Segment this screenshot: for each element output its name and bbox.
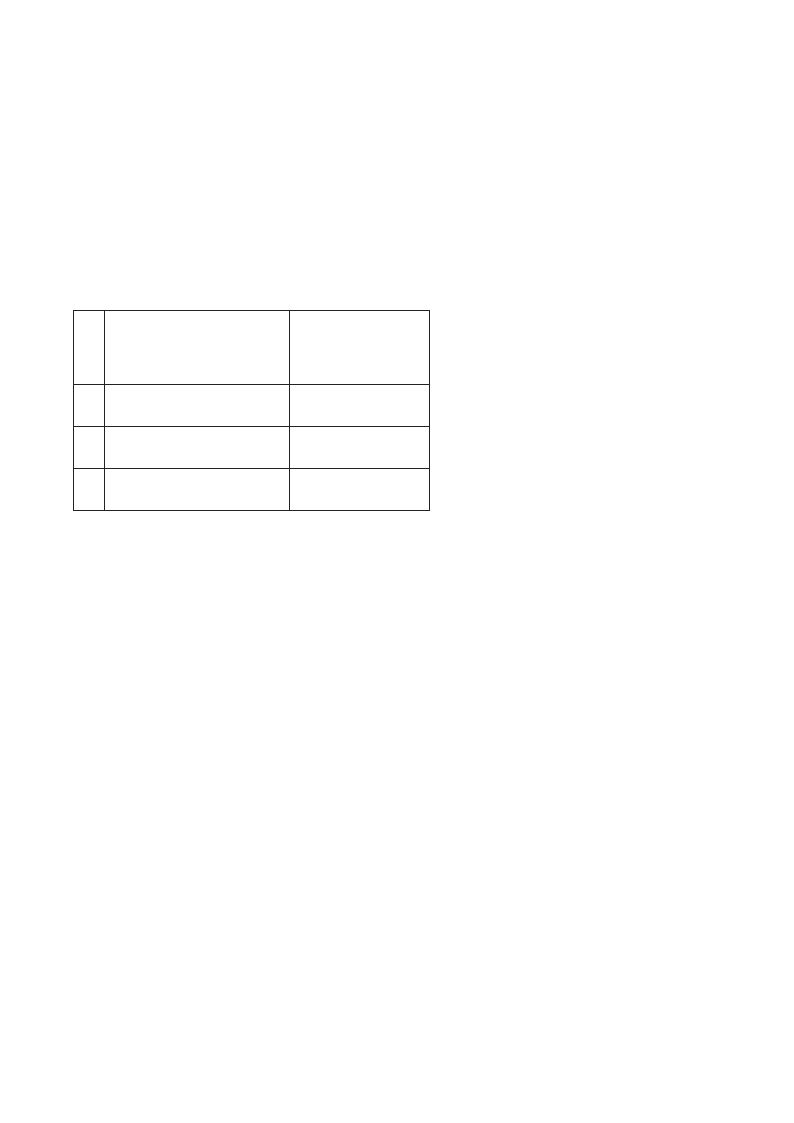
cell-value <box>290 427 430 469</box>
cell-value <box>105 427 290 469</box>
sucrose-content-chart <box>266 515 456 715</box>
row-label <box>74 469 105 511</box>
table-row <box>74 469 430 511</box>
table-header-row <box>74 311 430 385</box>
row-label <box>74 385 105 427</box>
cell-value <box>105 469 290 511</box>
table-header-photosynthesis <box>105 311 290 385</box>
table-row <box>74 385 430 427</box>
row-label <box>74 427 105 469</box>
cell-value <box>105 385 290 427</box>
data-table <box>73 310 430 511</box>
gene-expression-chart <box>72 515 282 715</box>
cell-value <box>290 469 430 511</box>
table-row <box>74 427 430 469</box>
table-corner-cell <box>74 311 105 385</box>
cell-value <box>290 385 430 427</box>
table-header-chlorophyll <box>290 311 430 385</box>
yield-chart <box>440 515 650 715</box>
